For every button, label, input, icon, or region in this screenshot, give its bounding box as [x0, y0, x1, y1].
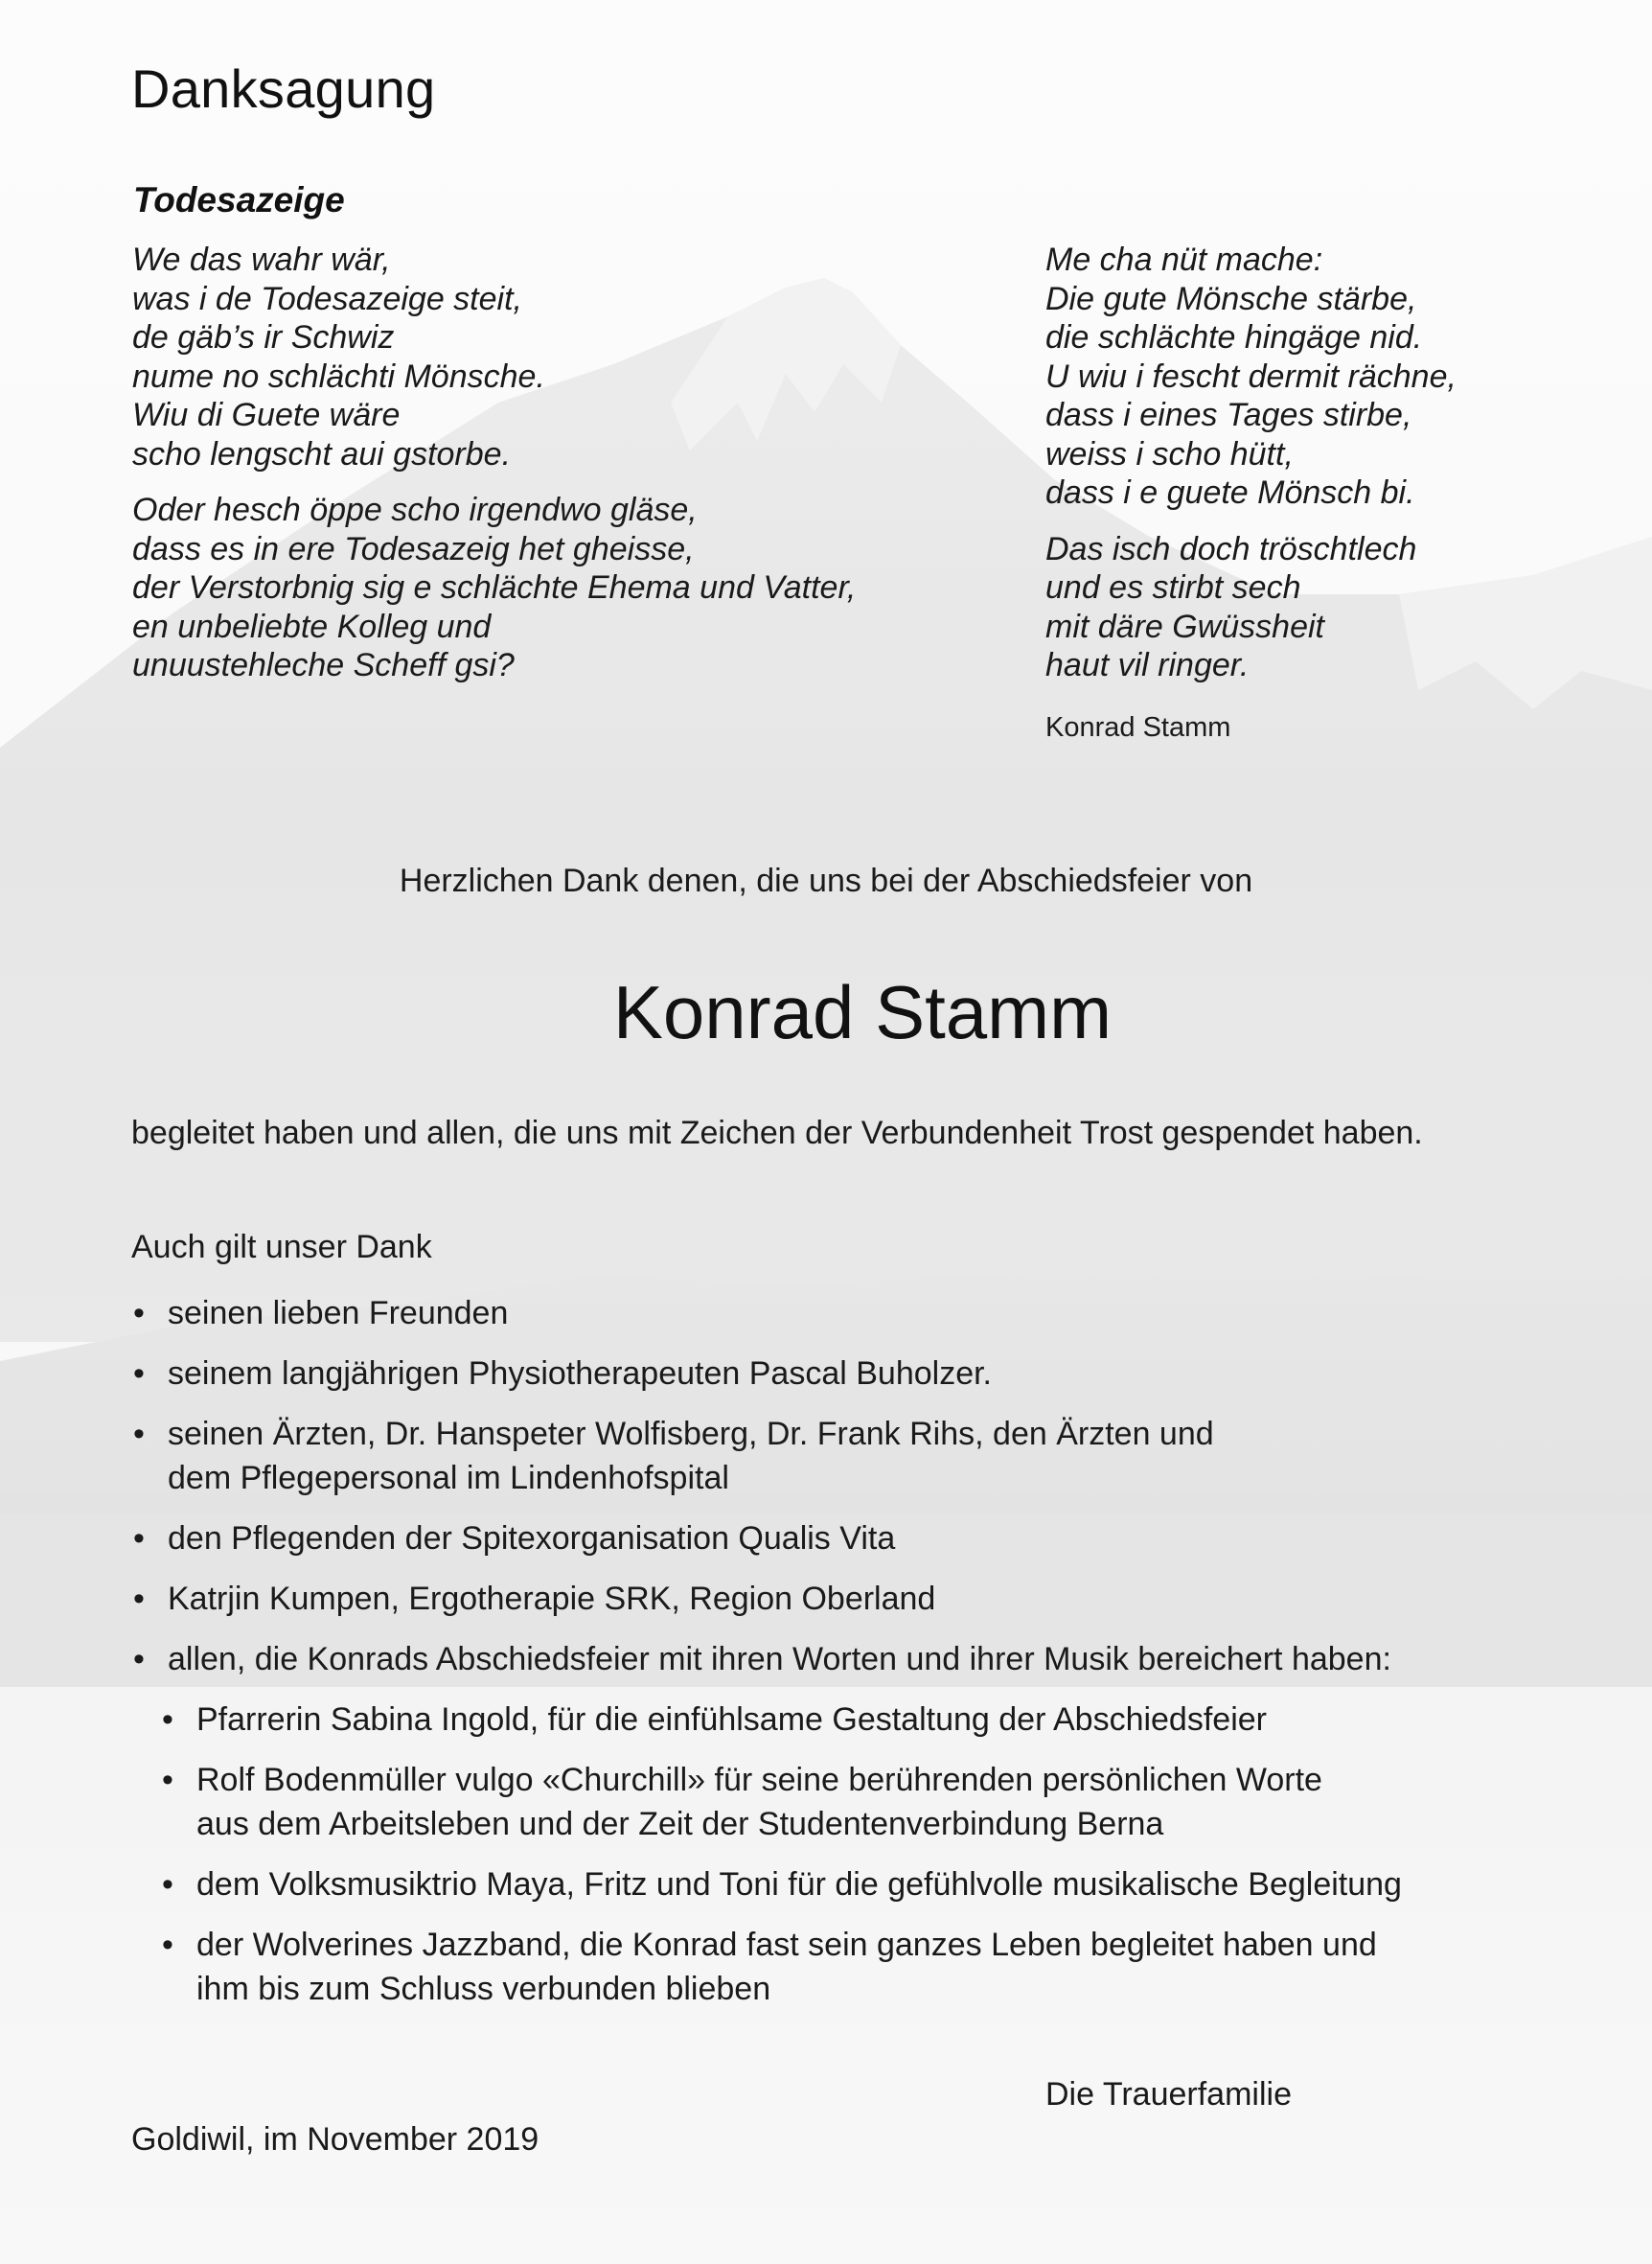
- poem-stanza: [1045, 241, 1457, 513]
- list-item: [131, 1577, 1402, 1621]
- bullet-icon: •: [133, 1355, 145, 1392]
- list-item-text: der Wolverines Jazzband, die Konrad fast sein ganzes Leben begleitet haben und: [196, 1927, 1377, 1963]
- thanks-list: [131, 1291, 1402, 2027]
- list-item-text: seinem langjährigen Physiotherapeuten Pascal Buholzer.: [168, 1355, 992, 1392]
- sub-list-item: [160, 1923, 1402, 2011]
- list-item-text: seinen lieben Freunden: [168, 1295, 509, 1331]
- poem-line: der Verstorbnig sig e schlächte Ehema und Vatter,: [132, 569, 857, 606]
- bullet-icon: •: [133, 1641, 145, 1677]
- list-item-text: dem Pflegepersonal im Lindenhofspital: [168, 1460, 729, 1496]
- poem-line: was i de Todesazeige steit,: [132, 280, 522, 317]
- poem-line: de gäb’s ir Schwiz: [132, 319, 395, 356]
- page-heading: Danksagung: [131, 58, 436, 119]
- poem-line: unuustehleche Scheff gsi?: [132, 647, 515, 683]
- list-item: [131, 1516, 1402, 1560]
- bullet-icon: •: [133, 1295, 145, 1331]
- poem-line: dass i eines Tages stirbe,: [1045, 397, 1412, 433]
- poem-line: und es stirbt sech: [1045, 569, 1301, 606]
- list-item: [131, 1637, 1402, 1681]
- list-item-text: seinen Ärzten, Dr. Hanspeter Wolfisberg, Dr. Frank Rihs, den Ärzten und: [168, 1416, 1214, 1452]
- list-item-text: aus dem Arbeitsleben und der Zeit der Studentenverbindung Berna: [196, 1806, 1164, 1842]
- bullet-icon: •: [162, 1701, 173, 1738]
- list-item-text: Katrjin Kumpen, Ergotherapie SRK, Region Oberland: [168, 1581, 936, 1617]
- list-item-text: allen, die Konrads Abschiedsfeier mit ihren Worten und ihrer Musik bereichert haben:: [168, 1641, 1391, 1677]
- list-item-text: dem Volksmusiktrio Maya, Fritz und Toni für die gefühlvolle musikalische Begleitung: [196, 1866, 1402, 1903]
- sub-list-item: [160, 1698, 1402, 1742]
- poem-stanza: [132, 241, 856, 474]
- list-item-text: Pfarrerin Sabina Ingold, für die einfühlsame Gestaltung der Abschiedsfeier: [196, 1701, 1267, 1738]
- poem-line: haut vil ringer.: [1045, 647, 1250, 683]
- poem-line: Wiu di Guete wäre: [132, 397, 401, 433]
- thanks-continuation-text: begleitet haben und allen, die uns mit Zeichen der Verbundenheit Trost gespendet haben.: [131, 1115, 1423, 1151]
- poem-line: dass i e guete Mönsch bi.: [1045, 474, 1415, 511]
- poem-line: weiss i scho hütt,: [1045, 435, 1294, 473]
- bullet-icon: •: [133, 1520, 145, 1557]
- list-item-text: den Pflegenden der Spitexorganisation Qualis Vita: [168, 1520, 896, 1557]
- thanks-intro-text: Herzlichen Dank denen, die uns bei der Abschiedsfeier von: [399, 863, 1253, 899]
- poem-title: Todesazeige: [133, 180, 345, 219]
- poem-right-column: [1045, 241, 1457, 703]
- poem-left-column: [132, 241, 856, 703]
- poem-line: Me cha nüt mache:: [1045, 242, 1323, 278]
- bullet-icon: •: [133, 1416, 145, 1452]
- deceased-name: Konrad Stamm: [612, 970, 1113, 1054]
- poem-line: U wiu i fescht dermit rächne,: [1045, 358, 1457, 395]
- list-item: [131, 1291, 1402, 1335]
- list-item-text: ihm bis zum Schluss verbunden blieben: [196, 1971, 771, 2007]
- poem-line: en unbeliebte Kolleg und: [132, 608, 492, 645]
- poem-author: Konrad Stamm: [1045, 712, 1231, 743]
- list-item-text: Rolf Bodenmüller vulgo «Churchill» für seine berührenden persönlichen Worte: [196, 1762, 1322, 1798]
- poem-line: dass es in ere Todesazeig het gheisse,: [132, 530, 695, 567]
- poem-line: Oder hesch öppe scho irgendwo gläse,: [132, 492, 698, 528]
- bullet-icon: •: [162, 1866, 173, 1903]
- list-item: [131, 1412, 1402, 1500]
- place-and-date: Goldiwil, im November 2019: [131, 2121, 539, 2158]
- list-item: [131, 1351, 1402, 1396]
- sub-list-item: [160, 1862, 1402, 1906]
- thanks-list-intro: Auch gilt unser Dank: [131, 1229, 432, 1265]
- bullet-icon: •: [133, 1581, 145, 1617]
- poem-line: Die gute Mönsche stärbe,: [1045, 280, 1417, 317]
- bullet-icon: •: [162, 1927, 173, 1963]
- poem-stanza: [132, 491, 856, 685]
- signature: Die Trauerfamilie: [1045, 2076, 1292, 2113]
- bullet-icon: •: [162, 1762, 173, 1798]
- poem-line: scho lengscht aui gstorbe.: [132, 435, 512, 473]
- poem-line: Das isch doch tröschtlech: [1045, 530, 1417, 567]
- poem-stanza: [1045, 530, 1457, 685]
- sub-list-item: [160, 1758, 1402, 1846]
- poem-line: mit däre Gwüssheit: [1045, 608, 1324, 645]
- poem-line: We das wahr wär,: [132, 242, 391, 278]
- poem-line: nume no schlächti Mönsche.: [132, 358, 545, 395]
- poem-line: die schlächte hingäge nid.: [1045, 319, 1423, 356]
